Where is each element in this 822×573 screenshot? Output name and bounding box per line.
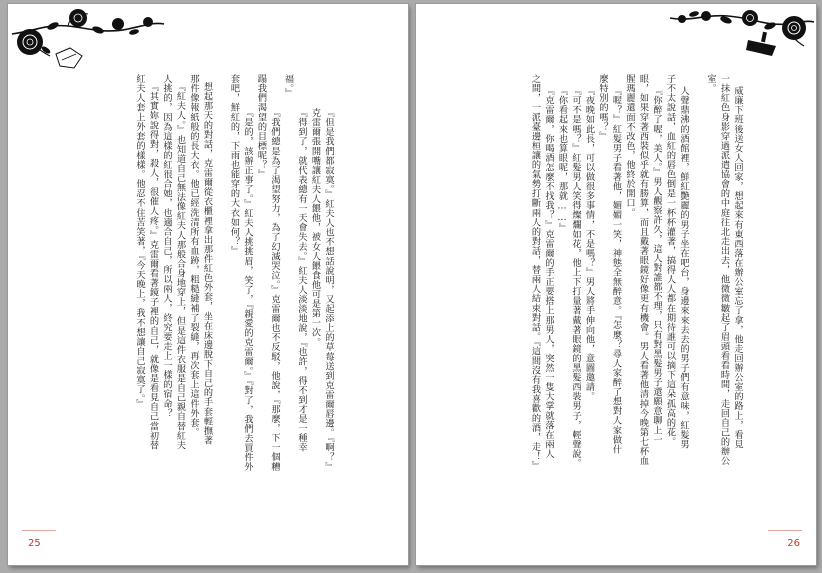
text-column: 室。 xyxy=(705,74,716,94)
left-text-body xyxy=(8,4,408,565)
text-column: 『夜晚如此長，可以做很多事情，不是嗎？』男人將手伸向他，意圖邀請。 xyxy=(583,86,595,402)
text-column: 眼，如果穿著西裝似乎就有勝算，而且戴著眼鏡好像更有機會。男人看著他清掉今晚第七杯血 xyxy=(637,74,649,466)
text-column: 威廉下班後送女人回家，想起來有東西落在辦公室忘了拿，他走回辦公室的路上，看見 xyxy=(732,86,743,449)
page-number: 25 xyxy=(28,538,41,549)
text-column: 想起那天的對話，克雷爾從衣櫃裡拿出那件紅色外套，坐在床邊脫下自己的手套輕撫著 xyxy=(201,82,213,445)
text-column: 一抹紅色身影穿過派遣協會的中庭往北走出去，他微微皺起了眉頭看看時間，走回自己的辦公 xyxy=(718,74,730,466)
text-column: 福。』 xyxy=(282,74,294,99)
text-column: 紅夫人套上外套的樣樣。他忍不住苦笑著，『今天晚上，我不想讓自己寂寞了。』 xyxy=(134,74,145,409)
text-column: 『你看起來也算眼呢，那就……』 xyxy=(556,86,568,233)
text-column: 之間，一派臺邊桓讓的氣勢打斷兩人的對話，替兩人結束對話。『這間沒有我喜歡的酒，走！』 xyxy=(529,74,541,471)
text-column: 克雷爾張開嘴讓紅夫人餵他，被女人餵食他可是第一次。 xyxy=(309,108,321,347)
text-column: 『克雷爾，你喝酒怎麼不找我？』克雷爾的手正要搭上那男人，突然一隻大掌就落在兩人 xyxy=(543,86,554,459)
text-column: 麼特別的嗎？』 xyxy=(597,74,608,141)
text-column: 人聲鼎沸的酒館裡，鮮紅艷麗的男子坐在吧台，身邊來來去去的男子們有意味，紅髮男 xyxy=(678,86,689,449)
text-column: 子不太說話，血紅的唇色倒是一杯杯灌著，搞得人人都在期待誰可以摘下這朵孤高的花。 xyxy=(664,74,676,447)
text-column: 『得到了，就代表總有一天會失去。』紅夫人淡淡地說，『也許，得不到才是一種幸 xyxy=(296,108,307,453)
text-column: 蹋我們渴望的目標呢？』 xyxy=(255,74,267,180)
right-page xyxy=(416,4,816,565)
right-text-body xyxy=(416,4,816,565)
text-column: 那件像報紙般的長大衣。他已經洗清所有血跡，粗糙縫補了裂縫，再次套上這件外套。 xyxy=(188,74,199,437)
footer-rule xyxy=(768,530,802,531)
text-column: 『其實妳說得對，殺人，很催人疼。』克雷爾看著鏡子裡的自己，就像是看見自己當初替 xyxy=(147,82,159,450)
page-number: 26 xyxy=(787,538,800,549)
text-column: 腥瑪麗還面不改色，他終於開口。 xyxy=(624,74,635,218)
text-column: 『紅夫人。』也知道自己無法像紅夫人那般合身地穿上，但是這件衣服是自己親自替紅夫 xyxy=(174,82,186,450)
text-column: 『但是我們都寂寞。』紅夫人也不想話說明，又起添上的草莓送到克雷爾唇邊。『啊？』 xyxy=(323,108,334,472)
text-column: 『是的，該辦正事了。』紅夫人挑挑眉，笑了，『親愛的克雷爾。』『對了，我們去買件外 xyxy=(242,108,253,472)
left-page xyxy=(8,4,408,565)
text-column: 『可不是嗎？』紅髮男人笑得燦爛如花，他上下打量著戴著眼鏡的黑髮西裝男子，輕聲說。 xyxy=(570,86,581,468)
text-column: 『喔？』紅髮男子看著他，媚媚一笑，神態全無醉意。『怎麼？尋人家醉了想對人家做什 xyxy=(610,86,622,454)
text-column: 人挑的，因為這樣的紅很合她，也適合自己，所以兩人，終究要走上一樣的宿命？ xyxy=(161,74,172,418)
text-column: 『我們總是為了渴望努力，為了幻滅哭泣。』克雷爾也不反駁，他說，『那麼，下一個糟 xyxy=(269,108,280,472)
text-column: 套吧，鮮紅的，下雨也能穿的大衣如何？』 xyxy=(228,74,240,256)
text-column: 『你醉了喔，美人。』男人觀察許久，這人對誰都不理，只有對黑髮男子還願意聊上一 xyxy=(651,86,662,445)
footer-rule xyxy=(22,530,56,531)
